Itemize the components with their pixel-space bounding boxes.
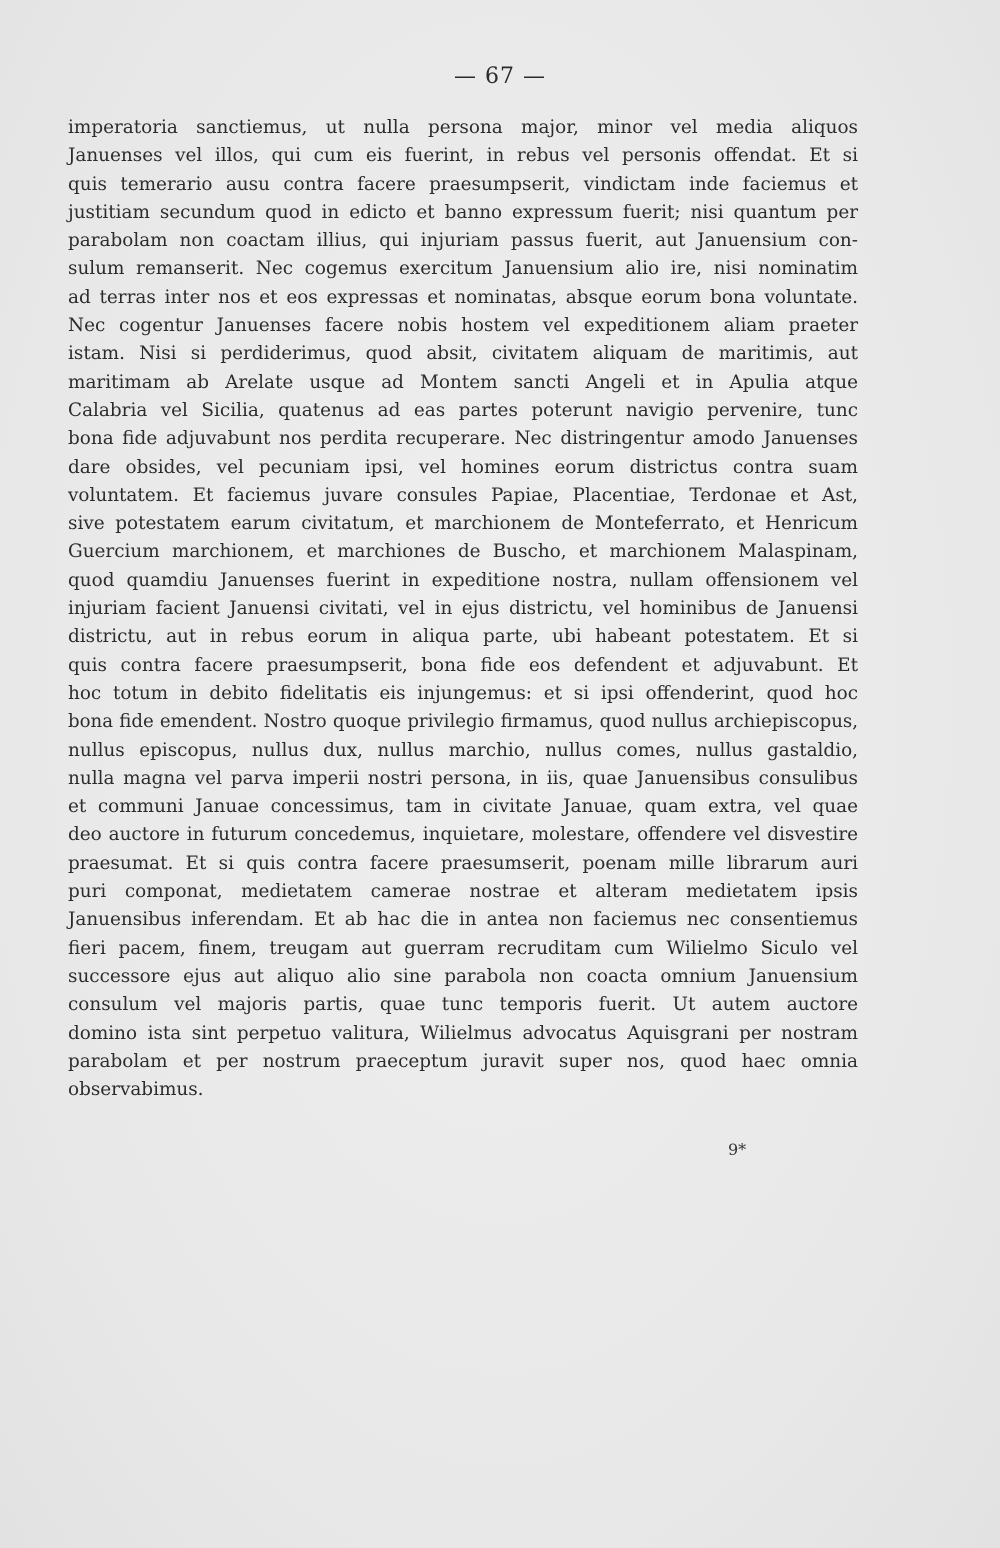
text-line: successore ejus aut aliquo alio sine parabola non coacta omnium Januensium xyxy=(68,965,858,987)
text-line-last: observabimus. xyxy=(68,1079,204,1101)
text-line: et communi Januae concessimus, tam in civitate Januae, quam extra, vel quae xyxy=(68,796,858,818)
text-line: quis contra facere praesumpserit, bona fide eos defendent et adjuvabunt. Et xyxy=(68,654,858,676)
text-line: parabolam non coactam illius, qui injuriam passus fuerit, aut Januensium con- xyxy=(68,230,858,252)
text-line: deo auctore in futurum concedemus, inquietare, molestare, offendere vel disvestire xyxy=(68,824,858,846)
text-line: domino ista sint perpetuo valitura, Wilielmus advocatus Aquisgrani per nostram xyxy=(68,1022,858,1044)
text-line: bona fide adjuvabunt nos perdita recuperare. Nec distringentur amodo Januenses xyxy=(68,428,858,450)
body-text xyxy=(68,114,858,1104)
text-line: maritimam ab Arelate usque ad Montem sancti Angeli et in Apulia atque xyxy=(68,371,858,393)
text-line: districtu, aut in rebus eorum in aliqua parte, ubi habeant potestatem. Et si xyxy=(68,626,858,648)
text-line: fieri pacem, finem, treugam aut guerram recruditam cum Wilielmo Siculo vel xyxy=(68,937,858,959)
text-line: sive potestatem earum civitatum, et marchionem de Monteferrato, et Henricum xyxy=(68,513,858,535)
text-line: quis temerario ausu contra facere praesumpserit, vindictam inde faciemus et xyxy=(68,173,858,195)
text-line: hoc totum in debito fidelitatis eis injungemus: et si ipsi offenderint, quod hoc xyxy=(68,682,858,704)
text-line: justitiam secundum quod in edicto et banno expressum fuerit; nisi quantum per xyxy=(68,201,858,223)
page-number: — 67 — xyxy=(454,64,546,89)
text-line: Nec cogentur Januenses facere nobis hostem vel expeditionem aliam praeter xyxy=(68,315,858,337)
text-line: Januenses vel illos, qui cum eis fuerint, in rebus vel personis offendat. Et si xyxy=(68,145,858,167)
text-line: consulum vel majoris partis, quae tunc temporis fuerit. Ut autem auctore xyxy=(68,994,858,1016)
signature-mark: 9* xyxy=(728,1140,747,1159)
text-line: nulla magna vel parva imperii nostri persona, in iis, quae Januensibus consulibus xyxy=(68,767,858,789)
text-line: Januensibus inferendam. Et ab hac die in antea non faciemus nec consentiemus xyxy=(68,909,858,931)
text-line: injuriam facient Januensi civitati, vel in ejus districtu, vel hominibus de Januensi xyxy=(68,598,858,620)
text-line: nullus episcopus, nullus dux, nullus marchio, nullus comes, nullus gastaldio, xyxy=(68,739,858,761)
text-line: voluntatem. Et faciemus juvare consules Papiae, Placentiae, Terdonae et Ast, xyxy=(68,484,858,506)
text-line: parabolam et per nostrum praeceptum juravit super nos, quod haec omnia xyxy=(68,1050,858,1072)
text-line: ad terras inter nos et eos expressas et nominatas, absque eorum bona voluntate. xyxy=(68,286,858,308)
text-line: sulum remanserit. Nec cogemus exercitum Januensium alio ire, nisi nominatim xyxy=(68,258,858,280)
text-line: bona fide emendent. Nostro quoque privilegio firmamus, quod nullus archiepiscopus, xyxy=(68,711,858,733)
text-line: puri componat, medietatem camerae nostrae et alteram medietatem ipsis xyxy=(68,881,858,903)
text-line: imperatoria sanctiemus, ut nulla persona major, minor vel media aliquos xyxy=(68,117,858,138)
text-line: praesumat. Et si quis contra facere praesumserit, poenam mille librarum auri xyxy=(68,852,858,874)
text-line: quod quamdiu Januenses fuerint in expeditione nostra, nullam offensionem vel xyxy=(68,569,858,591)
text-line: Calabria vel Sicilia, quatenus ad eas partes poterunt navigio pervenire, tunc xyxy=(68,399,858,421)
text-line: Guercium marchionem, et marchiones de Buscho, et marchionem Malaspinam, xyxy=(68,541,858,563)
text-line: dare obsides, vel pecuniam ipsi, vel homines eorum districtus contra suam xyxy=(68,456,858,478)
text-line: istam. Nisi si perdiderimus, quod absit, civitatem aliquam de maritimis, aut xyxy=(68,343,858,365)
